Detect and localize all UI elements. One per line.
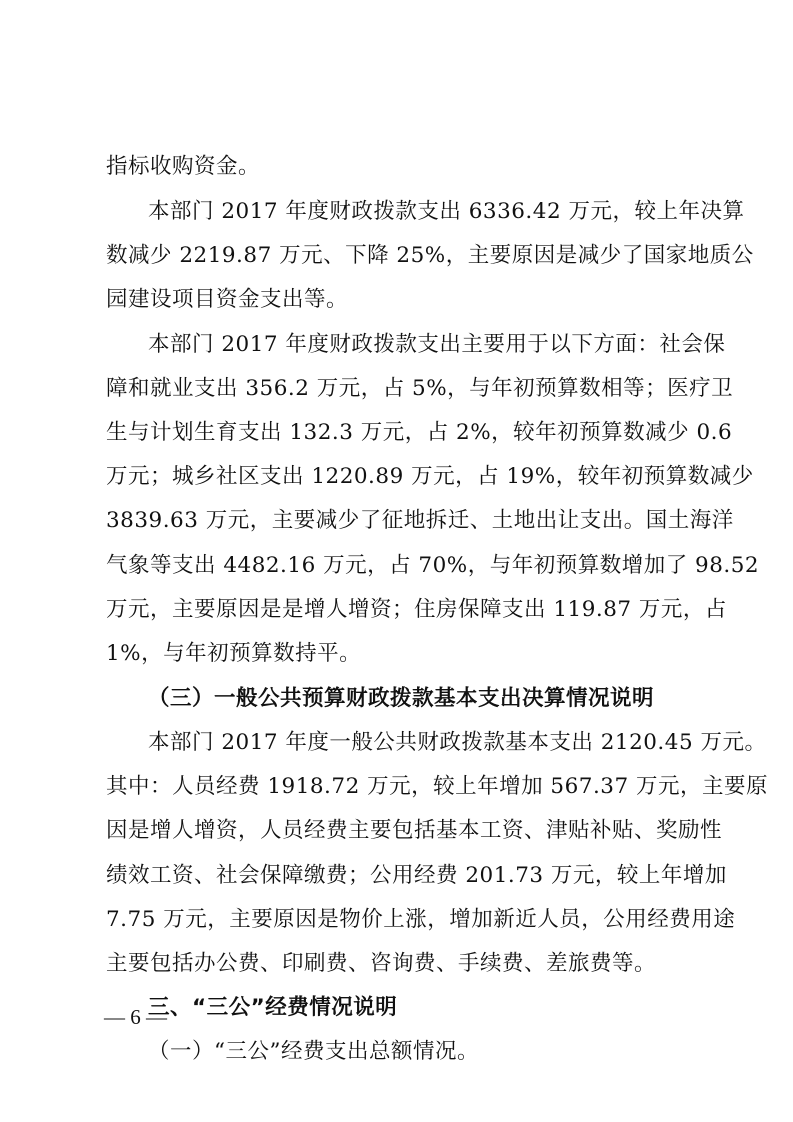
- paragraph-line: 1%，与年初预算数持平。: [106, 641, 362, 666]
- paragraph-line: 3839.63 万元，主要减少了征地拆迁、土地出让支出。国土海洋: [106, 508, 734, 533]
- paragraph-line: 园建设项目资金支出等。: [106, 287, 349, 312]
- paragraph-line: 本部门 2017 年度一般公共财政拨款基本支出 2120.45 万元。: [148, 730, 767, 755]
- paragraph-line: 主要包括办公费、印刷费、咨询费、手续费、差旅费等。: [106, 951, 657, 976]
- paragraph-line: 生与计划生育支出 132.3 万元，占 2%，较年初预算数减少 0.6: [106, 420, 733, 445]
- paragraph-line: 因是增人增资，人员经费主要包括基本工资、津贴补贴、奖励性: [106, 818, 723, 843]
- paragraph-line: 障和就业支出 356.2 万元，占 5%，与年初预算数相等；医疗卫: [106, 376, 734, 401]
- paragraph-line: 万元；城乡社区支出 1220.89 万元，占 19%，较年初预算数减少: [106, 464, 754, 489]
- paragraph-line: 本部门 2017 年度财政拨款支出主要用于以下方面：社会保: [148, 332, 726, 357]
- section-heading: （三）一般公共预算财政拨款基本支出决算情况说明: [148, 686, 655, 711]
- paragraph-line: 其中：人员经费 1918.72 万元，较上年增加 567.37 万元，主要原: [106, 774, 768, 799]
- paragraph-line: 气象等支出 4482.16 万元，占 70%，与年初预算数增加了 98.52: [106, 553, 760, 578]
- paragraph-line: 7.75 万元，主要原因是物价上涨，增加新近人员，公用经费用途: [106, 907, 736, 932]
- paragraph-line: 万元，主要原因是是增人增资；住房保障支出 119.87 万元，占: [106, 597, 727, 622]
- paragraph-line: 绩效工资、社会保障缴费；公用经费 201.73 万元，较上年增加: [106, 863, 727, 888]
- page-number: — 6 —: [104, 1005, 167, 1029]
- paragraph-line: 指标收购资金。: [106, 154, 261, 179]
- paragraph-line: 数减少 2219.87 万元、下降 25%，主要原因是减少了国家地质公: [106, 243, 754, 268]
- subsection-heading: （一）“三公”经费支出总额情况。: [148, 1039, 479, 1064]
- paragraph-line: 本部门 2017 年度财政拨款支出 6336.42 万元，较上年决算: [148, 199, 745, 224]
- section-heading: 三、“三公”经费情况说明: [148, 995, 398, 1020]
